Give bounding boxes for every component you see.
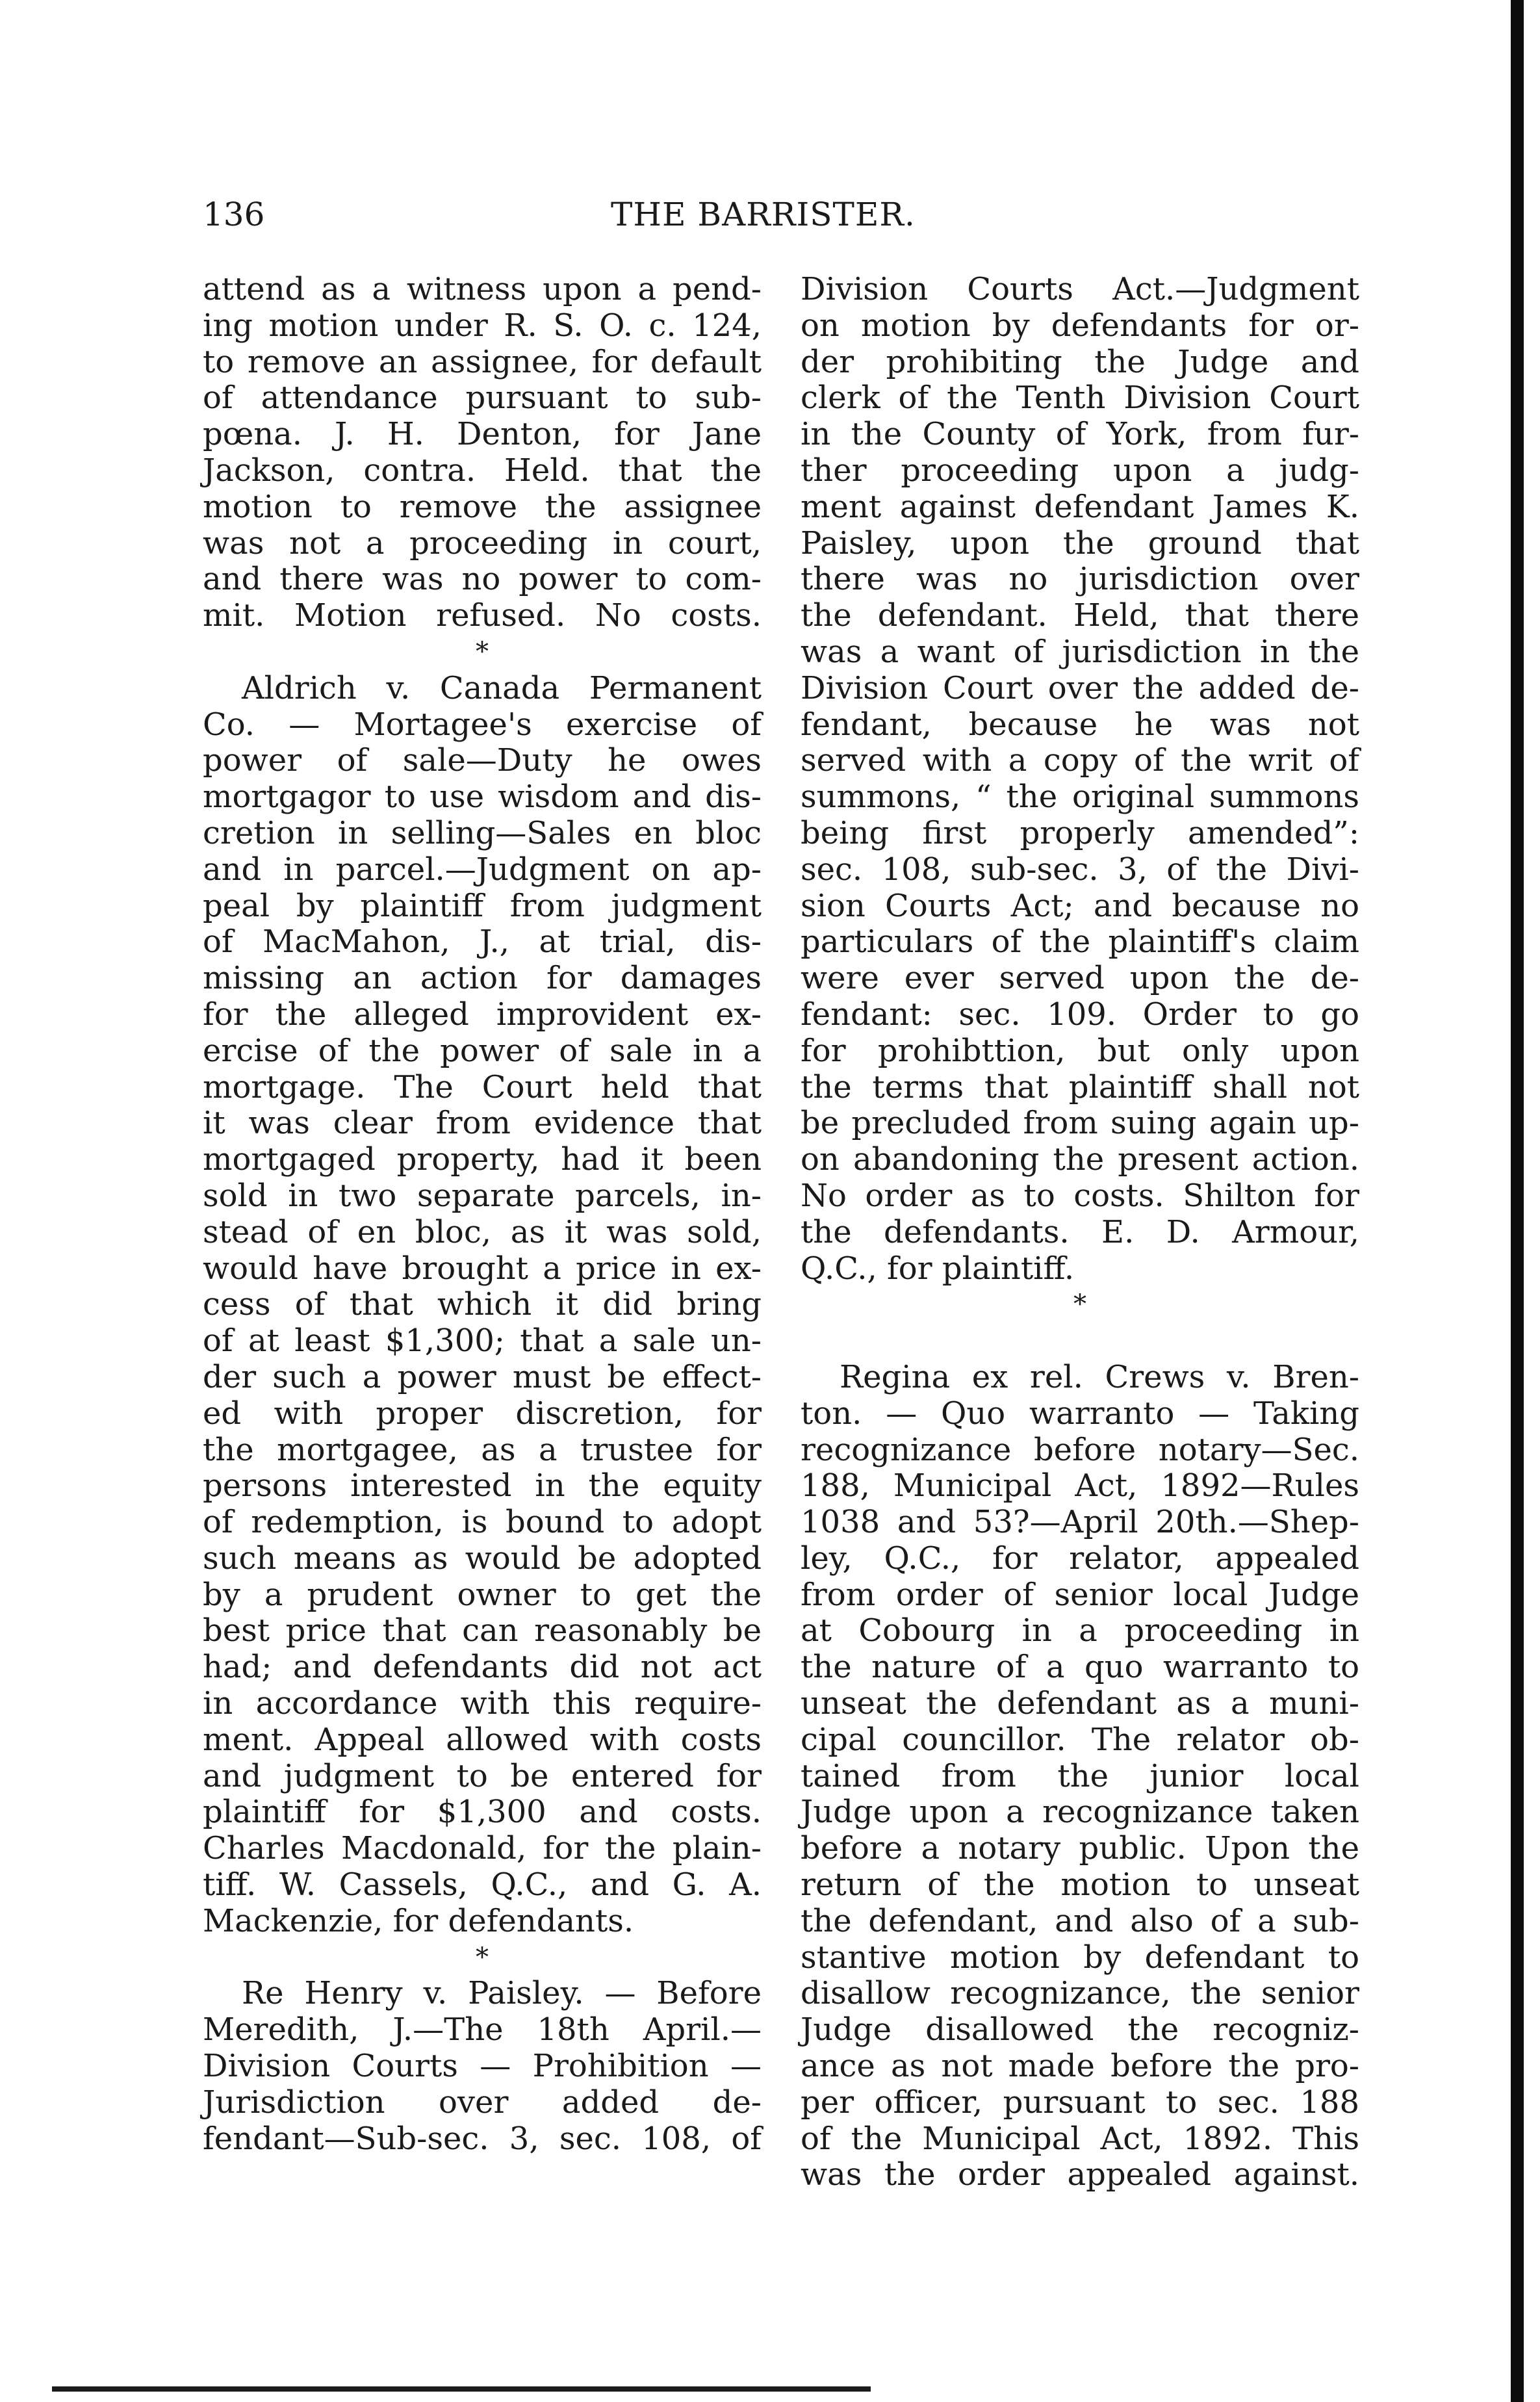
text-line: fendant—Sub-sec. 3, sec. 108, of [203, 2120, 762, 2157]
text-line: sold in two separate parcels, in- [203, 1177, 762, 1214]
case-heading-line: Regina ex rel. Crews v. Bren- [840, 1358, 1359, 1395]
text-line: unseat the defendant as a muni- [801, 1685, 1359, 1722]
text-line: fendant: sec. 109. Order to go [801, 996, 1359, 1033]
text-line: in accordance with this require- [203, 1685, 762, 1722]
text-line: return of the motion to unseat [801, 1866, 1359, 1904]
text-line: and in parcel.—Judgment on ap- [203, 851, 762, 888]
text-line: particulars of the plaintiff's claim [801, 923, 1359, 961]
text-line: ment against defendant James K. [801, 488, 1359, 525]
text-line: was the order appealed against. [801, 2156, 1359, 2193]
text-line: from order of senior local Judge [801, 1576, 1359, 1613]
text-line: cipal councillor. The relator ob- [801, 1721, 1359, 1758]
text-line: Division Courts Act.—Judgment [801, 271, 1359, 307]
text-line: at Cobourg in a proceeding in [801, 1612, 1359, 1649]
text-line: were ever served upon the de- [801, 960, 1359, 997]
text-line: attend as a witness upon a pend- [203, 271, 762, 307]
text-line: of at least $1,300; that a sale un- [203, 1323, 762, 1360]
text-line: Co. — Mortagee's exercise of [203, 706, 762, 743]
text-line: der such a power must be effect- [203, 1358, 762, 1395]
text-line: Jackson, contra. Held. that the [203, 452, 762, 489]
text-line: Judge upon a recognizance taken [801, 1794, 1359, 1831]
text-line: of the Municipal Act, 1892. This [801, 2120, 1359, 2157]
text-line: had; and defendants did not act [203, 1649, 762, 1686]
text-line: sec. 108, sub-sec. 3, of the Divi- [801, 851, 1359, 888]
text-line: disallow recognizance, the senior [801, 1975, 1359, 2012]
text-line: of attendance pursuant to sub- [203, 380, 762, 417]
text-line: ton. — Quo warranto — Taking [801, 1395, 1359, 1432]
text-line: Jurisdiction over added de- [203, 2084, 762, 2121]
text-line: No order as to costs. Shilton for [801, 1177, 1359, 1214]
text-line: there was no jurisdiction over [801, 561, 1359, 598]
text-line: it was clear from evidence that [203, 1105, 762, 1142]
text-line: was not a proceeding in court, [203, 524, 762, 562]
text-line: best price that can reasonably be [203, 1612, 762, 1649]
section-separator: * [1073, 1289, 1086, 1320]
left-column [203, 272, 762, 2157]
text-line: Paisley, upon the ground that [801, 524, 1359, 562]
text-line: mortgaged property, had it been [203, 1141, 762, 1178]
case-heading-line: Aldrich v. Canada Permanent [242, 669, 762, 706]
text-line: tained from the junior local [801, 1757, 1359, 1794]
bottom-rule [52, 2386, 871, 2392]
text-line: per officer, pursuant to sec. 188 [801, 2084, 1359, 2121]
text-line: ther proceeding upon a judg- [801, 452, 1359, 489]
text-line: on motion by defendants for or- [801, 307, 1359, 344]
text-line: mit. Motion refused. No costs. [203, 597, 762, 634]
running-head: THE BARRISTER. [611, 196, 916, 233]
text-line: missing an action for damages [203, 960, 762, 997]
text-line: recognizance before notary—Sec. [801, 1431, 1359, 1468]
text-line: stead of en bloc, as it was sold, [203, 1213, 762, 1250]
text-line: was a want of jurisdiction in the [801, 633, 1359, 670]
text-line: the terms that plaintiff shall not [801, 1068, 1359, 1105]
text-line: on abandoning the present action. [801, 1141, 1359, 1178]
text-line: stantive motion by defendant to [801, 1939, 1359, 1976]
text-line: peal by plaintiff from judgment [203, 887, 762, 924]
case-heading-line: Re Henry v. Paisley. — Before [242, 1975, 762, 2012]
text-line: mortgage. The Court held that [203, 1068, 762, 1105]
text-line: ment. Appeal allowed with costs [203, 1721, 762, 1758]
text-line: 1038 and 53?—April 20th.—Shep- [801, 1504, 1359, 1541]
text-line: such means as would be adopted [203, 1540, 762, 1577]
text-line: of redemption, is bound to adopt [203, 1504, 762, 1541]
text-line: the defendant, and also of a sub- [801, 1902, 1359, 1939]
text-line: cess of that which it did bring [203, 1286, 762, 1323]
text-line: clerk of the Tenth Division Court [801, 380, 1359, 417]
text-line: in the County of York, from fur- [801, 416, 1359, 453]
text-line: of MacMahon, J., at trial, dis- [203, 923, 762, 961]
text-line: the defendants. E. D. Armour, [801, 1213, 1359, 1250]
section-separator: * [476, 636, 489, 667]
text-line: mortgagor to use wisdom and dis- [203, 779, 762, 816]
text-line: Division Courts — Prohibition — [203, 2048, 762, 2085]
text-line: summons, “ the original summons [801, 779, 1359, 816]
text-line: before a notary public. Upon the [801, 1830, 1359, 1867]
text-line: power of sale—Duty he owes [203, 742, 762, 779]
text-line: Mackenzie, for defendants. [203, 1902, 634, 1939]
text-line: Charles Macdonald, for the plain- [203, 1830, 762, 1867]
text-line: Q.C., for plaintiff. [801, 1250, 1075, 1287]
text-line: pœna. J. H. Denton, for Jane [203, 416, 762, 453]
text-line: cretion in selling—Sales en bloc [203, 814, 762, 851]
text-line: plaintiff for $1,300 and costs. [203, 1794, 762, 1831]
right-column [801, 272, 1359, 2193]
text-line: for prohibttion, but only upon [801, 1032, 1359, 1069]
page-number: 136 [203, 196, 265, 233]
text-line: the defendant. Held, that there [801, 597, 1359, 634]
text-line: Division Court over the added de- [801, 669, 1359, 706]
text-line: persons interested in the equity [203, 1467, 762, 1504]
text-line: Judge disallowed the recogniz- [801, 2011, 1359, 2048]
text-line: be precluded from suing again up- [801, 1105, 1359, 1142]
text-line: ercise of the power of sale in a [203, 1032, 762, 1069]
text-line: sion Courts Act; and because no [801, 887, 1359, 924]
text-line: by a prudent owner to get the [203, 1576, 762, 1613]
text-line: 188, Municipal Act, 1892—Rules [801, 1467, 1359, 1504]
text-line: and judgment to be entered for [203, 1757, 762, 1794]
section-separator: * [476, 1942, 489, 1972]
spacer [801, 1323, 1359, 1360]
text-line: motion to remove the assignee [203, 488, 762, 525]
text-line: served with a copy of the writ of [801, 742, 1359, 779]
text-line: the mortgagee, as a trustee for [203, 1431, 762, 1468]
text-line: Meredith, J.—The 18th April.— [203, 2011, 762, 2048]
text-line: ed with proper discretion, for [203, 1395, 762, 1432]
text-line: fendant, because he was not [801, 706, 1359, 743]
text-line: der prohibiting the Judge and [801, 343, 1359, 380]
text-line: ley, Q.C., for relator, appealed [801, 1540, 1359, 1577]
text-line: would have brought a price in ex- [203, 1250, 762, 1287]
text-line: being first properly amended”: [801, 814, 1359, 851]
text-line: and there was no power to com- [203, 561, 762, 598]
text-line: to remove an assignee, for default [203, 343, 762, 380]
text-line: ance as not made before the pro- [801, 2048, 1359, 2085]
text-line: the nature of a quo warranto to [801, 1649, 1359, 1686]
text-line: tiff. W. Cassels, Q.C., and G. A. [203, 1866, 762, 1904]
text-line: for the alleged improvident ex- [203, 996, 762, 1033]
right-edge-rule [1511, 0, 1524, 2402]
text-line: ing motion under R. S. O. c. 124, [203, 307, 762, 344]
